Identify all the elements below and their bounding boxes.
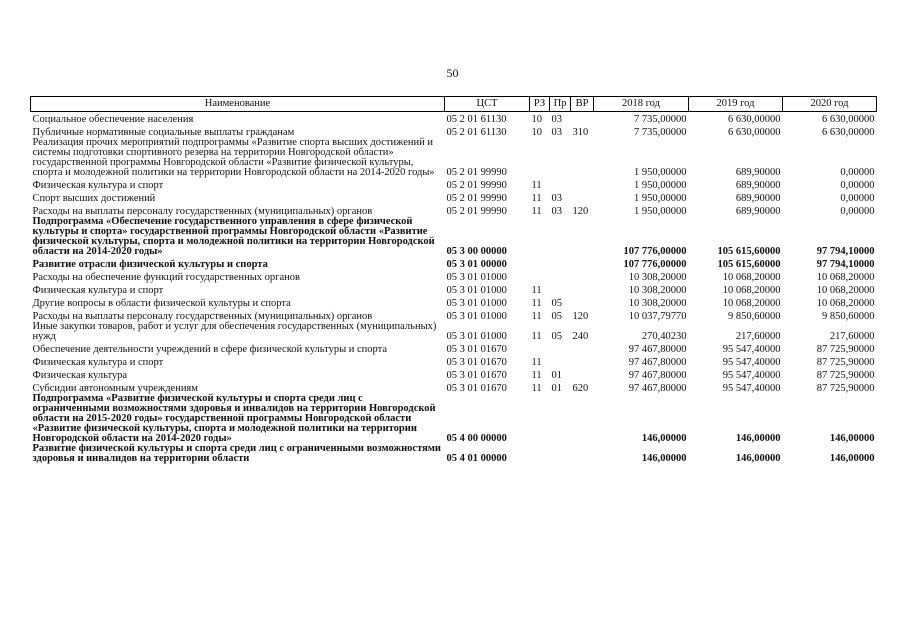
cst-cell: 05 4 01 00000 (446, 452, 507, 464)
cst-cell: 05 2 01 99990 (446, 179, 507, 191)
amount-2018-cell: 97 467,80000 (628, 343, 687, 355)
amount-2020-cell: 87 725,90000 (816, 356, 875, 368)
amount-2019-cell: 95 547,40000 (722, 343, 781, 355)
name-cell: Подпрограмма «Развитие физической культуры и спорта среди лиц с ограниченными возможностями здоровья и инвалидов на территории Новгородской области на 2015-2020 годы» государственной программы Новгородской области «Развитие физической культуры, спорта и молодежной политики на территории Новгородской области на 2014-2020 годы» (32, 392, 436, 444)
amount-2018-cell: 146,00000 (641, 452, 687, 464)
table-row (31, 381, 877, 394)
amount-2020-cell: 87 725,90000 (816, 382, 875, 394)
amount-2018-cell: 270,40230 (641, 330, 687, 342)
table-row (31, 309, 877, 322)
name-cell: Расходы на обеспечение функций государственных органов (32, 271, 300, 283)
table-row (31, 257, 877, 270)
pr-cell (550, 394, 571, 444)
table-row (31, 283, 877, 296)
pr-cell: 03 (551, 126, 562, 138)
rz-cell: 11 (531, 382, 542, 394)
pr-cell (550, 355, 571, 368)
amount-2020-cell: 10 068,20000 (816, 297, 875, 309)
header-2019: 2019 год (689, 97, 783, 112)
cst-cell: 05 2 01 99990 (446, 205, 507, 217)
name-cell: Иные закупки товаров, работ и услуг для обеспечения государственных (муниципальных) нужд (32, 320, 437, 342)
header-name: Наименование (31, 97, 445, 112)
amount-2020-cell: 10 068,20000 (816, 284, 875, 296)
amount-2020-cell: 0,00000 (840, 166, 875, 178)
name-cell: Расходы на выплаты персоналу государственных (муниципальных) органов (32, 205, 373, 217)
pr-cell: 03 (551, 192, 562, 204)
rz-cell: 11 (531, 179, 542, 191)
amount-2018-cell: 107 776,00000 (623, 245, 687, 257)
amount-2018-cell: 10 308,20000 (628, 297, 687, 309)
cst-cell: 05 3 01 01670 (446, 382, 507, 394)
rz-cell: 11 (531, 330, 542, 342)
name-cell: Физическая культура и спорт (32, 284, 164, 296)
header-2018: 2018 год (594, 97, 689, 112)
amount-2018-cell: 146,00000 (641, 432, 687, 444)
table-row (31, 112, 877, 125)
name-cell: Спорт высших достижений (32, 192, 156, 204)
pr-cell (550, 257, 571, 270)
amount-2019-cell: 217,60000 (735, 330, 781, 342)
cst-cell: 05 3 01 01000 (446, 284, 507, 296)
amount-2019-cell: 10 068,20000 (722, 271, 781, 283)
header-rz: РЗ (530, 97, 550, 112)
amount-2018-cell: 10 308,20000 (628, 271, 687, 283)
table-row (31, 125, 877, 138)
cst-cell: 05 3 01 01000 (446, 271, 507, 283)
table-row (31, 138, 877, 178)
amount-2019-cell: 9 850,60000 (728, 310, 781, 322)
amount-2018-cell: 10 037,79770 (628, 310, 687, 322)
vr-cell: 120 (572, 310, 589, 322)
amount-2020-cell: 146,00000 (829, 432, 875, 444)
cst-cell: 05 3 01 01670 (446, 356, 507, 368)
amount-2019-cell: 6 630,00000 (728, 113, 781, 125)
pr-cell: 01 (551, 369, 562, 381)
header-vr: ВР (571, 97, 594, 112)
amount-2020-cell: 0,00000 (840, 205, 875, 217)
table-row (31, 444, 877, 464)
amount-2019-cell: 10 068,20000 (722, 297, 781, 309)
pr-cell (550, 178, 571, 191)
rz-cell (530, 257, 550, 270)
amount-2019-cell: 10 068,20000 (722, 284, 781, 296)
header-2020: 2020 год (783, 97, 877, 112)
cst-cell: 05 3 00 00000 (446, 245, 507, 257)
pr-cell (550, 138, 571, 178)
amount-2018-cell: 1 950,00000 (634, 192, 687, 204)
vr-cell (571, 283, 594, 296)
amount-2020-cell: 97 794,10000 (816, 258, 875, 270)
table-row (31, 394, 877, 444)
amount-2019-cell: 95 547,40000 (722, 356, 781, 368)
vr-cell (571, 191, 594, 204)
table-row (31, 178, 877, 191)
name-cell: Физическая культура и спорт (32, 356, 164, 368)
name-cell: Физическая культура (32, 369, 128, 381)
vr-cell (571, 217, 594, 257)
vr-cell (571, 394, 594, 444)
cst-cell: 05 3 01 01000 (446, 310, 507, 322)
amount-2019-cell: 105 615,60000 (717, 258, 781, 270)
vr-cell (571, 368, 594, 381)
name-cell: Развитие физической культуры и спорта среди лиц с ограниченными возможностями здоровья и инвалидов на территории области (32, 442, 441, 464)
rz-cell (530, 342, 550, 355)
amount-2019-cell: 689,90000 (735, 205, 781, 217)
name-cell: Расходы на выплаты персоналу государственных (муниципальных) органов (32, 310, 373, 322)
amount-2020-cell: 97 794,10000 (816, 245, 875, 257)
name-cell: Публичные нормативные социальные выплаты гражданам (32, 126, 295, 138)
vr-cell (571, 178, 594, 191)
amount-2020-cell: 87 725,90000 (816, 343, 875, 355)
amount-2020-cell: 217,60000 (829, 330, 875, 342)
vr-cell (571, 355, 594, 368)
rz-cell: 11 (531, 369, 542, 381)
header-pr: Пр (550, 97, 571, 112)
amount-2020-cell: 6 630,00000 (822, 113, 875, 125)
vr-cell (571, 112, 594, 125)
pr-cell: 05 (551, 330, 562, 342)
header-cst: ЦСТ (445, 97, 530, 112)
amount-2019-cell: 95 547,40000 (722, 382, 781, 394)
cst-cell: 05 4 00 00000 (446, 432, 507, 444)
amount-2019-cell: 146,00000 (735, 452, 781, 464)
rz-cell (530, 444, 550, 464)
amount-2018-cell: 97 467,80000 (628, 382, 687, 394)
table-row (31, 191, 877, 204)
rz-cell: 11 (531, 310, 542, 322)
rz-cell: 11 (531, 297, 542, 309)
amount-2018-cell: 7 735,00000 (634, 113, 687, 125)
pr-cell (550, 283, 571, 296)
amount-2018-cell: 107 776,00000 (623, 258, 687, 270)
rz-cell: 11 (531, 205, 542, 217)
table-row (31, 355, 877, 368)
amount-2020-cell: 146,00000 (829, 452, 875, 464)
vr-cell (571, 138, 594, 178)
rz-cell: 10 (531, 126, 542, 138)
table-body (31, 112, 877, 464)
table-row (31, 217, 877, 257)
pr-cell: 05 (551, 297, 562, 309)
amount-2018-cell: 97 467,80000 (628, 356, 687, 368)
rz-cell: 11 (531, 192, 542, 204)
pr-cell (550, 444, 571, 464)
cst-cell: 05 2 01 61130 (446, 126, 507, 138)
rz-cell (530, 217, 550, 257)
budget-table (30, 96, 877, 464)
amount-2019-cell: 689,90000 (735, 192, 781, 204)
table-row (31, 296, 877, 309)
name-cell: Физическая культура и спорт (32, 179, 164, 191)
rz-cell: 11 (531, 356, 542, 368)
amount-2018-cell: 1 950,00000 (634, 179, 687, 191)
name-cell: Обеспечение деятельности учреждений в сфере физической культуры и спорта (32, 343, 388, 355)
amount-2020-cell: 9 850,60000 (822, 310, 875, 322)
vr-cell: 240 (572, 330, 589, 342)
vr-cell: 120 (572, 205, 589, 217)
amount-2018-cell: 7 735,00000 (634, 126, 687, 138)
pr-cell (550, 217, 571, 257)
rz-cell (530, 138, 550, 178)
table-row (31, 342, 877, 355)
cst-cell: 05 2 01 99990 (446, 166, 507, 178)
vr-cell: 620 (572, 382, 589, 394)
amount-2018-cell: 97 467,80000 (628, 369, 687, 381)
table-header-row (31, 97, 877, 112)
pr-cell: 03 (551, 205, 562, 217)
name-cell: Субсидии автономным учреждениям (32, 382, 198, 394)
cst-cell: 05 2 01 99990 (446, 192, 507, 204)
pr-cell: 03 (551, 113, 562, 125)
rz-cell (530, 394, 550, 444)
cst-cell: 05 2 01 61130 (446, 113, 507, 125)
vr-cell (571, 444, 594, 464)
amount-2020-cell: 6 630,00000 (822, 126, 875, 138)
amount-2018-cell: 1 950,00000 (634, 205, 687, 217)
amount-2019-cell: 689,90000 (735, 166, 781, 178)
vr-cell (571, 270, 594, 283)
vr-cell (571, 342, 594, 355)
vr-cell (571, 257, 594, 270)
amount-2020-cell: 87 725,90000 (816, 369, 875, 381)
name-cell: Подпрограмма «Обеспечение государственного управления в сфере физической культуры и спорта» государственной программы Новгородской области «Развитие физической культуры, спорта и молодежной политики на территории Новгородской области на 2014-2020 годы» (32, 215, 435, 257)
amount-2020-cell: 0,00000 (840, 179, 875, 191)
amount-2019-cell: 6 630,00000 (728, 126, 781, 138)
pr-cell (550, 270, 571, 283)
name-cell: Развитие отрасли физической культуры и спорта (32, 258, 268, 270)
amount-2019-cell: 95 547,40000 (722, 369, 781, 381)
cst-cell: 05 3 01 01670 (446, 369, 507, 381)
amount-2019-cell: 105 615,60000 (717, 245, 781, 257)
vr-cell (571, 296, 594, 309)
table-row (31, 270, 877, 283)
cst-cell: 05 3 01 00000 (446, 258, 507, 270)
amount-2019-cell: 689,90000 (735, 179, 781, 191)
pr-cell: 01 (551, 382, 562, 394)
pr-cell: 05 (551, 310, 562, 322)
amount-2020-cell: 10 068,20000 (816, 271, 875, 283)
cst-cell: 05 3 01 01670 (446, 343, 507, 355)
cst-cell: 05 3 01 01000 (446, 330, 507, 342)
amount-2020-cell: 0,00000 (840, 192, 875, 204)
name-cell: Социальное обеспечение населения (32, 113, 194, 125)
amount-2019-cell: 146,00000 (735, 432, 781, 444)
vr-cell: 310 (572, 126, 589, 138)
table-row (31, 322, 877, 342)
name-cell: Другие вопросы в области физической культуры и спорта (32, 297, 291, 309)
pr-cell (550, 342, 571, 355)
amount-2018-cell: 10 308,20000 (628, 284, 687, 296)
table-row (31, 368, 877, 381)
name-cell: Реализация прочих мероприятий подпрограммы «Развитие спорта высших достижений и системы подготовки спортивного резерва на территории Новгородской области» государственной программы Новгородской области «Развитие физической культуры, спорта и молодежной политики на территории Новгородской области на 2014-2020 годы» (32, 136, 435, 178)
rz-cell (530, 270, 550, 283)
amount-2018-cell: 1 950,00000 (634, 166, 687, 178)
page-number: 50 (446, 66, 459, 80)
cst-cell: 05 3 01 01000 (446, 297, 507, 309)
rz-cell: 10 (531, 113, 542, 125)
table-row (31, 204, 877, 217)
rz-cell: 11 (531, 284, 542, 296)
